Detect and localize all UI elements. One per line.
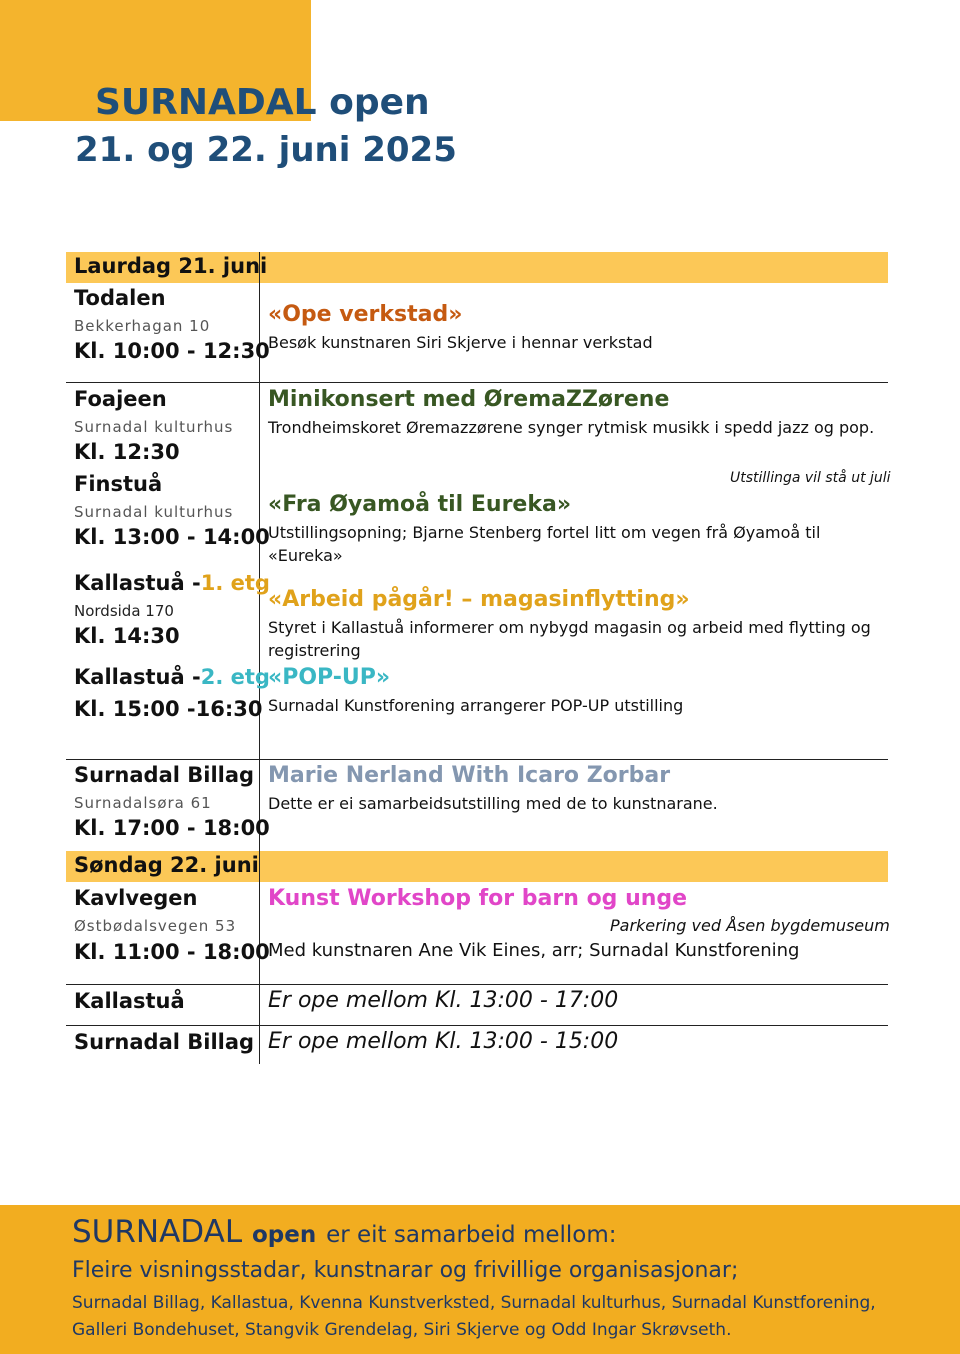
- location-name: Kallastuå: [74, 989, 185, 1013]
- location-label: Kallastuå -: [74, 571, 201, 595]
- event-description: Styret i Kallastuå informerer om nybygd magasin og arbeid med flytting og: [268, 618, 871, 637]
- location-address: Nordsida 170: [74, 602, 174, 620]
- location-address: Surnadal kulturhus: [74, 503, 234, 521]
- location-address: Surnadalsøra 61: [74, 794, 212, 812]
- event-title: Kunst Workshop for barn og unge: [268, 886, 688, 911]
- event-title: «Fra Øyamoå til Eureka»: [268, 492, 572, 517]
- event-description: Utstillingsopning; Bjarne Stenberg fortel litt om vegen frå Øyamoå til: [268, 523, 821, 542]
- footer-brand: SURNADAL: [72, 1214, 243, 1250]
- footer-heading-rest: er eit samarbeid mellom:: [326, 1222, 617, 1248]
- event-description: Med kunstnaren Ane Vik Eines, arr; Surnadal Kunstforening: [268, 940, 800, 961]
- event-title: «POP-UP»: [268, 665, 391, 690]
- page-title: [95, 82, 430, 123]
- event-time: Kl. 10:00 - 12:30: [74, 339, 270, 363]
- event-time: Kl. 12:30: [74, 440, 180, 464]
- footer-subheading: Fleire visningsstadar, kunstnarar og frivillige organisasjonar;: [72, 1258, 739, 1283]
- event-title: «Arbeid pågår! – magasinflytting»: [268, 587, 690, 612]
- location-label: Kallastuå -: [74, 665, 201, 689]
- row-divider: [66, 382, 888, 383]
- floor-label: 1. etg: [200, 571, 270, 595]
- event-description: Trondheimskoret Øremazzørene synger rytmisk musikk i spedd jazz og pop.: [268, 418, 875, 437]
- page-date: 21. og 22. juni 2025: [75, 130, 457, 170]
- location-address: Bekkerhagan 10: [74, 317, 211, 335]
- footer-partners-line1: Surnadal Billag, Kallastua, Kvenna Kunstverksted, Surnadal kulturhus, Surnadal Kunstforening,: [72, 1293, 876, 1313]
- location-name: Surnadal Billag: [74, 1030, 255, 1054]
- event-title: Marie Nerland With Icaro Zorbar: [268, 763, 671, 788]
- event-time: Kl. 11:00 - 18:00: [74, 940, 270, 964]
- location-name: Kavlvegen: [74, 886, 198, 910]
- location-name: Todalen: [74, 286, 166, 310]
- event-time: Kl. 15:00 -16:30: [74, 697, 263, 721]
- location-address: Østbødalsvegen 53: [74, 917, 237, 935]
- footer-heading: [72, 1214, 617, 1250]
- location-name: Foajeen: [74, 387, 167, 411]
- footer-partners-line2: Galleri Bondehuset, Stangvik Grendelag, Siri Skjerve og Odd Ingar Skrøvseth.: [72, 1320, 732, 1340]
- location-name: [74, 571, 270, 595]
- event-description: «Eureka»: [268, 546, 343, 565]
- row-divider: [66, 759, 888, 760]
- row-divider: [66, 984, 888, 985]
- location-name: Finstuå: [74, 472, 163, 496]
- location-name: Surnadal Billag: [74, 763, 255, 787]
- event-description: registrering: [268, 641, 361, 660]
- event-time: Kl. 14:30: [74, 624, 180, 648]
- event-title: «Ope verkstad»: [268, 302, 463, 327]
- title-brand: SURNADAL: [95, 82, 317, 123]
- title-open-word: open: [329, 82, 430, 123]
- opening-hours: Er ope mellom Kl. 13:00 - 17:00: [268, 988, 619, 1013]
- location-name: [74, 665, 270, 689]
- event-description: Surnadal Kunstforening arrangerer POP-UP utstilling: [268, 696, 684, 715]
- event-time: Kl. 17:00 - 18:00: [74, 816, 270, 840]
- floor-label: 2. etg: [200, 665, 270, 689]
- footer-open-word: open: [251, 1222, 317, 1248]
- event-description: Besøk kunstnaren Siri Skjerve i hennar verkstad: [268, 333, 653, 352]
- event-note: Utstillinga vil stå ut juli: [730, 470, 891, 486]
- event-time: Kl. 13:00 - 14:00: [74, 525, 270, 549]
- day-heading-sunday: Søndag 22. juni: [74, 853, 259, 877]
- location-address: Surnadal kulturhus: [74, 418, 234, 436]
- day-heading-saturday: Laurdag 21. juni: [74, 254, 268, 278]
- row-divider: [66, 1025, 888, 1026]
- opening-hours: Er ope mellom Kl. 13:00 - 15:00: [268, 1029, 619, 1054]
- event-description: Dette er ei samarbeidsutstilling med de to kunstnarane.: [268, 794, 718, 813]
- event-note: Parkering ved Åsen bygdemuseum: [610, 916, 890, 935]
- event-title: Minikonsert med ØremaZZørene: [268, 387, 670, 412]
